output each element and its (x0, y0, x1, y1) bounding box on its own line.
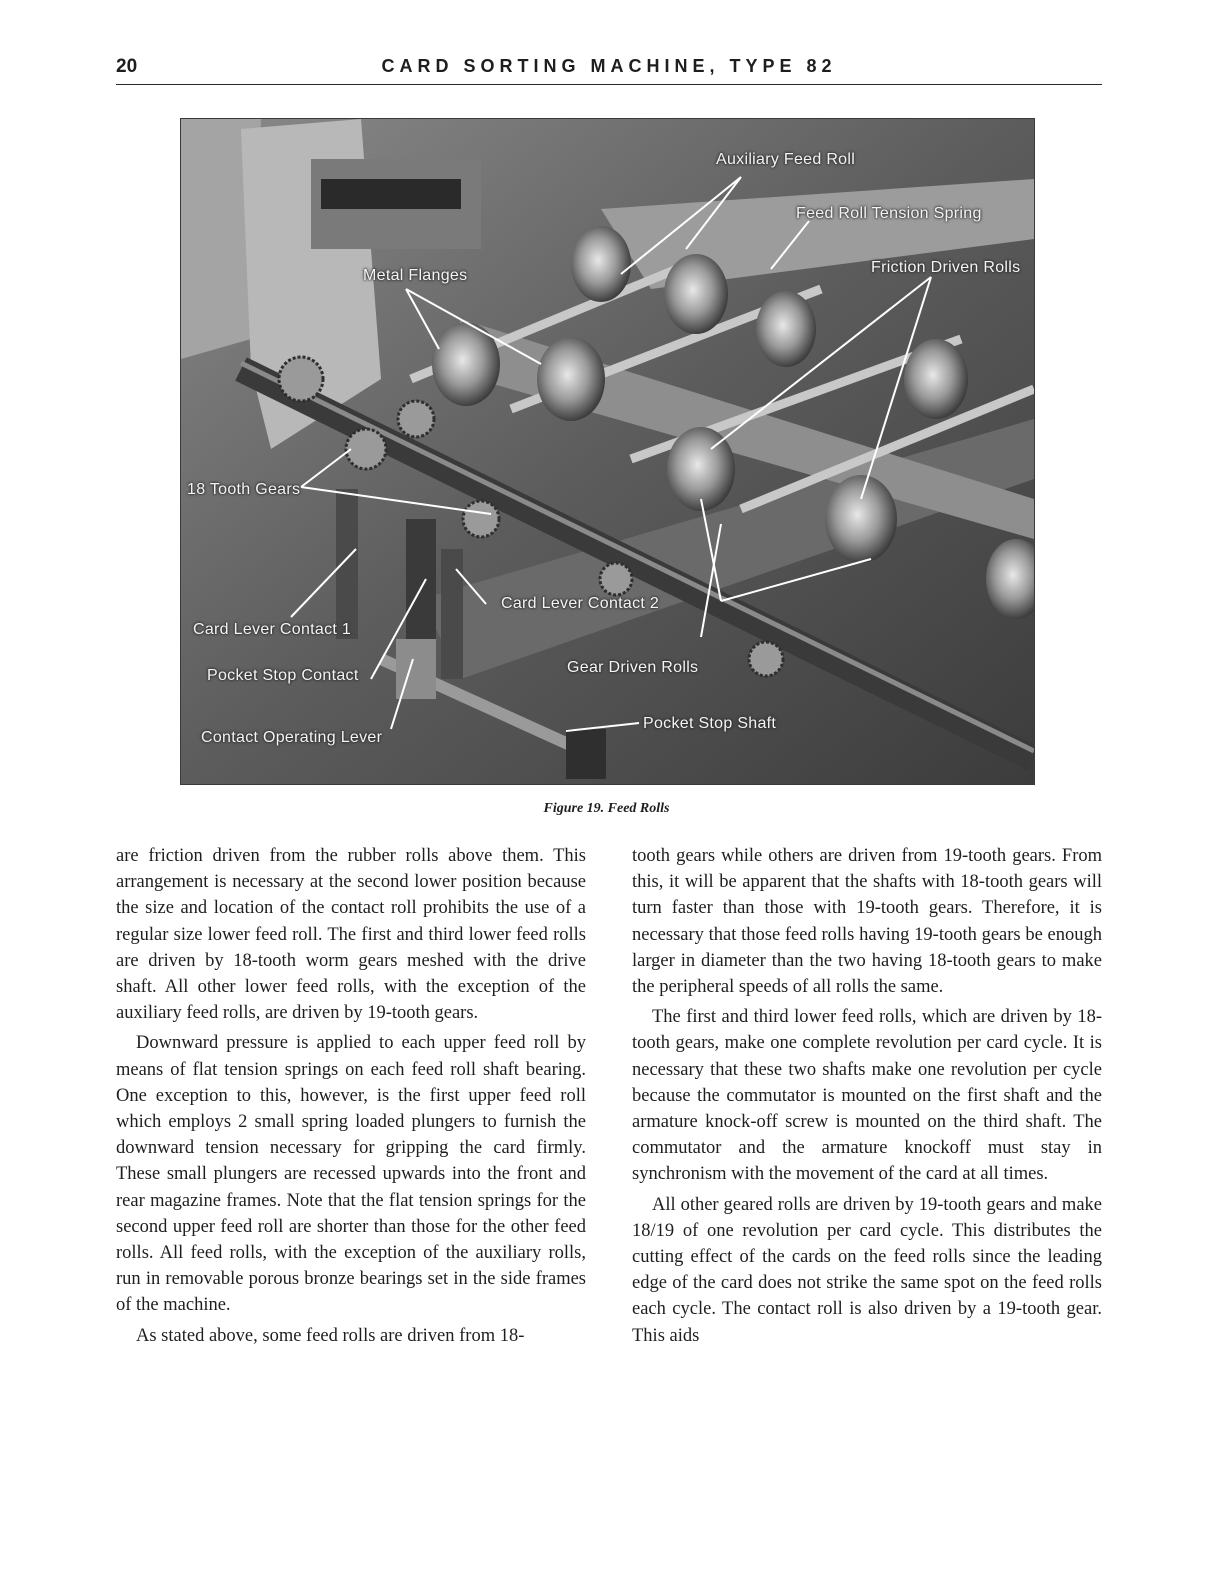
paragraph: All other geared rolls are driven by 19-tooth gears and make 18/19 of one revolution per card cycle. This distributes the cutting effect of the cards on the feed rolls since the leading edge of the card does not strike the same spot on the feed rolls each cycle. The contact roll is also driven by a 19-tooth gear. This aids (632, 1194, 1102, 1346)
callout-18-tooth-gears: 18 Tooth Gears (187, 481, 301, 498)
paragraph: As stated above, some feed rolls are driven from 18- (136, 1325, 525, 1346)
callout-auxiliary-feed-roll: Auxiliary Feed Roll (716, 151, 856, 168)
feed-rolls-photo (180, 118, 1035, 785)
callout-metal-flanges: Metal Flanges (363, 267, 468, 284)
right-column (632, 843, 1102, 1349)
callout-feed-roll-tension-spring: Feed Roll Tension Spring (796, 205, 982, 222)
paragraph: are friction driven from the rubber rolls above them. This arrangement is necessary at the second lower position because the size and location of the contact roll prohibits the use of a regular size lower feed roll. The first and third lower feed rolls are driven by 18-tooth worm gears meshed with the drive shaft. All other lower feed rolls, with the exception of the auxiliary feed rolls, are driven by 19-tooth gears. (116, 846, 586, 1024)
page-header (116, 56, 1102, 85)
paragraph: The first and third lower feed rolls, which are driven by 18-tooth gears, make one complete revolution per card cycle. It is necessary that these two shafts make one revolution per cycle because the commutator is mounted on the first shaft and the armature knock-off screw is mounted on the third shaft. The commutator and the armature knockoff must stay in synchronism with the movement of the card at all times. (632, 1007, 1102, 1185)
callout-gear-driven-rolls: Gear Driven Rolls (567, 659, 699, 676)
figure-caption: Figure 19. Feed Rolls (543, 801, 670, 816)
callout-friction-driven-rolls: Friction Driven Rolls (871, 259, 1021, 276)
running-title: CARD SORTING MACHINE, TYPE 82 (381, 56, 837, 76)
callout-pocket-stop-shaft: Pocket Stop Shaft (643, 715, 777, 732)
page-number: 20 (116, 56, 138, 77)
callout-contact-operating-lever: Contact Operating Lever (201, 729, 383, 746)
paragraph: tooth gears while others are driven from 19-tooth gears. From this, it will be apparent that the shafts with 18-tooth gears will turn faster than those with 19-tooth gears. Therefore, it is necessary that those feed rolls having 19-tooth gears be enough larger in diameter than the two having 18-tooth gears to make the peripheral speeds of all rolls the same. (632, 846, 1102, 998)
callout-pocket-stop-contact: Pocket Stop Contact (207, 667, 359, 684)
callout-card-lever-contact-2: Card Lever Contact 2 (501, 595, 660, 612)
paragraph: Downward pressure is applied to each upper feed roll by means of flat tension springs on each feed roll shaft bearing. One exception to this, however, is the first upper feed roll which employs 2 small spring loaded plungers to furnish the downward tension necessary for gripping the card firmly. These small plungers are recessed upwards into the front and rear magazine frames. Note that the flat tension springs for the second upper feed roll are shorter than those for the other feed rolls. All feed rolls, with the exception of the auxiliary rolls, run in removable porous bronze bearings set in the side frames of the machine. (116, 1033, 586, 1316)
callout-card-lever-contact-1: Card Lever Contact 1 (193, 621, 352, 638)
left-column (116, 843, 586, 1349)
